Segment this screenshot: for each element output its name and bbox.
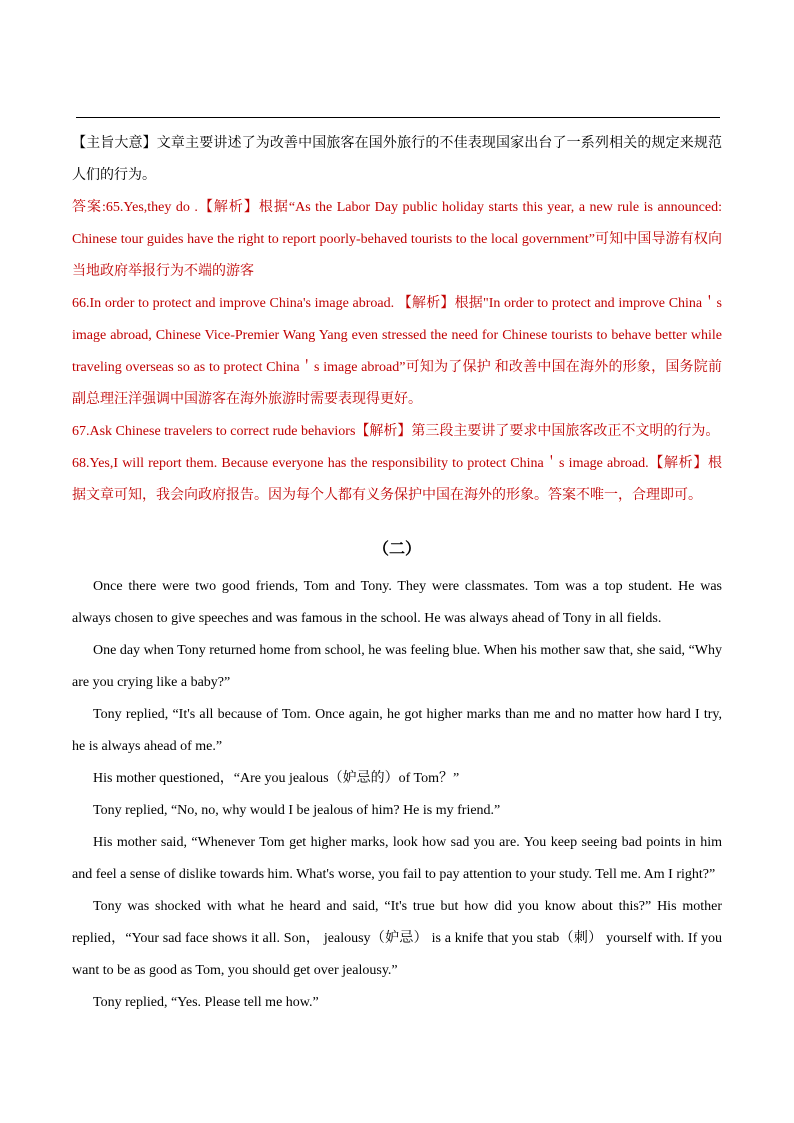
story-paragraph-7: Tony was shocked with what he heard and said, “It's true but how did you know about this?” His mother replied，“Your sad face shows it all. Son， jealousy（妒忌） is a knife that you stab（刺） yourself with. If you want to be as good as Tom, you should get over jealousy.” (72, 899, 722, 978)
story-paragraph-1: Once there were two good friends, Tom and Tony. They were classmates. Tom was a top student. He was always chosen to give speeches and was famous in the school. He was always ahead of Tony in all fields. (72, 579, 722, 626)
answer-65: 答案:65.Yes,they do .【解析】根据“As the Labor Day public holiday starts this year, a new rule is announced: Chinese tour guides have the right to report poorly-behaved tourists to the local government”可知中国导游有权向当地政府举报行为不端的游客 (72, 200, 722, 279)
story-paragraph-5: Tony replied, “No, no, why would I be jealous of him? He is my friend.” (93, 803, 501, 818)
answer-68: 68.Yes,I will report them. Because everyone has the responsibility to protect China＇s image abroad.【解析】根据文章可知，我会向政府报告。因为每个人都有义务保护中国在海外的形象。答案不唯一，合理即可。 (72, 456, 722, 503)
answer-67: 67.Ask Chinese travelers to correct rude behaviors【解析】第三段主要讲了要求中国旅客改正不文明的行为。 (72, 424, 720, 439)
section-title: （二） (372, 541, 421, 558)
answer-section (72, 128, 722, 512)
story-paragraph-8: Tony replied, “Yes. Please tell me how.” (93, 995, 319, 1010)
story-paragraph-3: Tony replied, “It's all because of Tom. Once again, he got higher marks than me and no matter how hard I try, he is always ahead of me.” (72, 707, 722, 754)
story-paragraph-4: His mother questioned，“Are you jealous（妒忌的）of Tom？” (93, 771, 460, 786)
story-paragraph-6: His mother said, “Whenever Tom get higher marks, look how sad you are. You keep seeing bad points in him and feel a sense of dislike towards him. What's worse, you fail to pay attention to your study. Tell me. Am I right?” (72, 835, 722, 882)
summary-paragraph: 【主旨大意】文章主要讲述了为改善中国旅客在国外旅行的不佳表现国家出台了一系列相关的规定来规范人们的行为。 (72, 136, 722, 183)
story-paragraph-2: One day when Tony returned home from school, he was feeling blue. When his mother saw that, she said, “Why are you crying like a baby?” (72, 643, 722, 690)
answer-66: 66.In order to protect and improve China's image abroad. 【解析】根据"In order to protect and improve China＇s image abroad, Chinese Vice-Premier Wang Yang even stressed the need for Chinese tourists to behave better while traveling overseas so as to protect China＇s image abroad”可知为了保护 和改善中国在海外的形象，国务院前副总理汪洋强调中国游客在海外旅游时需要表现得更好。 (72, 296, 722, 407)
header-rule (76, 117, 720, 118)
story-passage (72, 571, 722, 1019)
